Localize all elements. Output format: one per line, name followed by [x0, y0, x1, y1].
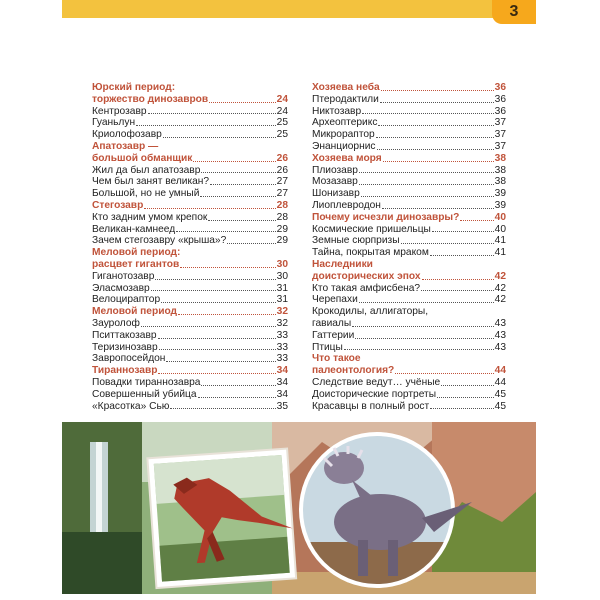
toc-page-number: 45 [494, 400, 506, 412]
toc-page-number: 40 [494, 211, 506, 223]
toc-entry[interactable] [312, 401, 506, 413]
toc-entry-title: палеонтология? [312, 365, 395, 377]
toc-page-number: 33 [276, 341, 288, 353]
toc-page-number: 36 [494, 105, 506, 117]
toc-leader-dots [208, 220, 275, 221]
toc-entry[interactable] [92, 342, 288, 354]
toc-entry-title: доисторических эпох [312, 270, 421, 282]
toc-leader-dots [193, 161, 275, 162]
toc-entry[interactable] [312, 306, 506, 318]
toc-entry[interactable] [92, 389, 288, 401]
toc-entry-title: Земные сюрпризы [312, 235, 400, 247]
toc-leader-dots [201, 172, 275, 173]
toc-page-number: 32 [276, 317, 288, 329]
toc-entry-title: Следствие ведут… учёные [312, 376, 441, 388]
toc-leader-dots [180, 267, 275, 268]
toc-leader-dots [352, 326, 493, 327]
toc-leader-dots [148, 113, 276, 114]
toc-entry[interactable] [92, 235, 288, 247]
toc-leader-dots [141, 326, 276, 327]
toc-entry-title: Зачем стегозавру «крыша»? [92, 235, 227, 247]
page-margin [0, 0, 62, 600]
toc-page-number: 34 [276, 365, 288, 377]
toc-page-number: 30 [276, 258, 288, 270]
toc-entry-title: Кто задним умом крепок [92, 211, 208, 223]
toc-page-number: 34 [276, 376, 288, 388]
toc-entry-title: Гиганотозавр [92, 270, 155, 282]
toc-entry-title: Мозазавр [312, 176, 358, 188]
toc-page-number: 27 [276, 188, 288, 200]
toc-entry-title: Крокодилы, аллигаторы, [312, 306, 429, 318]
toc-entry-title: Хозяева неба [312, 82, 380, 93]
toc-entry-title: торжество динозавров [92, 93, 209, 105]
toc-entry-title: Теризинозавр [92, 341, 158, 353]
toc-heading[interactable] [92, 200, 288, 212]
toc-leader-dots [151, 290, 276, 291]
toc-entry-title: Чем был занят великан? [92, 176, 210, 188]
toc-page-number: 43 [494, 329, 506, 341]
toc-page-number: 31 [276, 294, 288, 306]
toc-heading[interactable] [92, 153, 288, 165]
toc-heading[interactable] [312, 353, 506, 365]
toc-entry-title: Космические пришельцы [312, 223, 431, 235]
toc-heading[interactable] [312, 365, 506, 377]
toc-leader-dots [159, 349, 276, 350]
toc-leader-dots [422, 279, 494, 280]
toc-entry[interactable] [312, 342, 506, 354]
toc-entry-title: Археоптерикс [312, 117, 378, 129]
toc-entry-title: гавиалы [312, 317, 352, 329]
toc-entry[interactable] [92, 212, 288, 224]
toc-leader-dots [430, 255, 494, 256]
toc-entry[interactable] [312, 235, 506, 247]
toc-entry-title: Микрораптор [312, 129, 375, 141]
toc-page-number: 42 [494, 282, 506, 294]
toc-entry[interactable] [312, 129, 506, 141]
toc-leader-dots [210, 184, 276, 185]
toc-heading[interactable] [92, 247, 288, 259]
toc-leader-dots [359, 184, 494, 185]
toc-page-number: 34 [276, 388, 288, 400]
toc-page-number: 37 [494, 140, 506, 152]
toc-heading[interactable] [312, 271, 506, 283]
toc-entry-title: Велоцираптор [92, 294, 161, 306]
toc-entry[interactable] [312, 165, 506, 177]
toc-leader-dots [155, 279, 275, 280]
toc-right-column [312, 82, 506, 412]
toc-entry-title: Апатозавр — [92, 140, 159, 152]
toc-entry-title: Великан-камнеед [92, 223, 176, 235]
dinosaur-illustration-strip [62, 422, 536, 594]
toc-entry[interactable] [92, 176, 288, 188]
toc-entry-title: большой обманщик [92, 152, 193, 164]
toc-page-number: 36 [494, 93, 506, 105]
toc-entry-title: Пситтакозавр [92, 329, 157, 341]
toc-leader-dots [359, 172, 494, 173]
toc-page-number: 45 [494, 388, 506, 400]
toc-entry-title: Стегозавр [92, 199, 144, 211]
toc-page-number: 30 [276, 270, 288, 282]
toc-page-number: 25 [276, 117, 288, 129]
toc-leader-dots [209, 102, 275, 103]
toc-entry-title: Шонизавр [312, 188, 360, 200]
toc-entry[interactable] [312, 377, 506, 389]
toc-page-number: 29 [276, 223, 288, 235]
toc-entry-title: Доисторические портреты [312, 388, 437, 400]
toc-entry[interactable] [92, 129, 288, 141]
toc-leader-dots [421, 290, 494, 291]
toc-leader-dots [377, 149, 494, 150]
toc-left-column [92, 82, 288, 412]
toc-leader-dots [430, 408, 494, 409]
toc-entry-title: Почему исчезли динозавры? [312, 211, 460, 223]
toc-entry-title: «Красотка» Сью [92, 400, 170, 412]
toc-entry-title: Красавцы в полный рост [312, 400, 430, 412]
toc-leader-dots [176, 231, 276, 232]
toc-entry[interactable] [312, 318, 506, 330]
toc-page-number: 24 [276, 105, 288, 117]
toc-entry-title: Криолофозавр [92, 129, 162, 141]
toc-heading[interactable] [92, 259, 288, 271]
toc-entry-title: Гуаньлун [92, 117, 136, 129]
toc-page-number: 39 [494, 188, 506, 200]
toc-page-number: 44 [494, 376, 506, 388]
toc-entry[interactable] [92, 224, 288, 236]
toc-page-number: 43 [494, 317, 506, 329]
toc-entry[interactable] [92, 106, 288, 118]
toc-page-number: 38 [494, 176, 506, 188]
toc-leader-dots [158, 338, 276, 339]
toc-leader-dots [144, 208, 275, 209]
toc-entry-title: Плиозавр [312, 164, 358, 176]
toc-leader-dots [227, 243, 275, 244]
toc-entry[interactable] [312, 188, 506, 200]
toc-entry-title: Зауролоф [92, 317, 140, 329]
toc-entry[interactable] [312, 330, 506, 342]
toc-page-number: 29 [276, 235, 288, 247]
toc-entry-title: Птицы [312, 341, 343, 353]
toc-heading[interactable] [92, 141, 288, 153]
toc-heading[interactable] [312, 212, 506, 224]
illustration [62, 422, 536, 594]
toc-heading[interactable] [312, 153, 506, 165]
toc-leader-dots [437, 397, 494, 398]
toc-entry[interactable] [312, 94, 506, 106]
toc-entry-title: Птеродактили [312, 93, 379, 105]
toc-page-number: 37 [494, 117, 506, 129]
toc-leader-dots [198, 397, 276, 398]
toc-entry[interactable] [92, 294, 288, 306]
toc-leader-dots [362, 113, 494, 114]
toc-page-number: 35 [276, 400, 288, 412]
toc-leader-dots [401, 243, 494, 244]
toc-entry-title: Энанциорнис [312, 140, 376, 152]
page-number: 3 [492, 0, 536, 24]
toc-entry[interactable] [312, 141, 506, 153]
toc-entry[interactable] [92, 353, 288, 365]
toc-entry-title: Меловой период [92, 306, 178, 318]
toc-leader-dots [380, 102, 494, 103]
toc-page-number: 28 [276, 211, 288, 223]
toc-leader-dots [395, 373, 493, 374]
toc-heading[interactable] [92, 306, 288, 318]
toc-page-number: 36 [494, 82, 506, 93]
toc-entry[interactable] [312, 106, 506, 118]
toc-entry-title: Жил да был апатозавр [92, 164, 201, 176]
toc-entry[interactable] [92, 377, 288, 389]
toc-leader-dots [378, 125, 493, 126]
toc-leader-dots [376, 137, 494, 138]
toc-entry-title: Черепахи [312, 294, 358, 306]
toc-page-number: 38 [494, 152, 506, 164]
toc-entry-title: Большой, но не умный [92, 188, 200, 200]
toc-entry-title: Наследники [312, 258, 373, 270]
toc-page-number: 42 [494, 294, 506, 306]
toc-entry-title: Никтозавр [312, 105, 362, 117]
toc-heading[interactable] [312, 259, 506, 271]
toc-leader-dots [163, 137, 276, 138]
toc-entry-title: Повадки тираннозавра [92, 376, 201, 388]
toc-entry-title: Хозяева моря [312, 152, 382, 164]
toc-leader-dots [170, 408, 275, 409]
toc-leader-dots [201, 385, 275, 386]
toc-page-number: 41 [494, 235, 506, 247]
toc-leader-dots [344, 349, 494, 350]
toc-page-number: 40 [494, 223, 506, 235]
toc-heading[interactable] [92, 94, 288, 106]
toc-page-number: 38 [494, 164, 506, 176]
toc-page-number: 31 [276, 282, 288, 294]
toc-heading[interactable] [312, 82, 506, 94]
toc-leader-dots [200, 196, 275, 197]
toc-page-number: 28 [276, 199, 288, 211]
toc-page-number: 37 [494, 129, 506, 141]
toc-entry[interactable] [92, 117, 288, 129]
toc-entry-title: расцвет гигантов [92, 258, 180, 270]
toc-entry[interactable] [312, 247, 506, 259]
toc-entry[interactable] [312, 283, 506, 295]
toc-entry[interactable] [312, 294, 506, 306]
toc-leader-dots [158, 373, 275, 374]
toc-page-number: 39 [494, 199, 506, 211]
toc-leader-dots [432, 231, 494, 232]
toc-entry-title: Совершенный убийца [92, 388, 197, 400]
toc-page-number: 24 [276, 93, 288, 105]
toc-entry[interactable] [92, 330, 288, 342]
toc-entry[interactable] [92, 165, 288, 177]
toc-leader-dots [381, 90, 494, 91]
toc-entry-title: Эласмозавр [92, 282, 150, 294]
toc-leader-dots [361, 196, 494, 197]
toc-entry-title: Тираннозавр [92, 365, 158, 377]
toc-entry-title: Лиоплевродон [312, 199, 381, 211]
toc-page-number: 25 [276, 129, 288, 141]
toc-entry[interactable] [312, 117, 506, 129]
toc-page-number: 27 [276, 176, 288, 188]
toc-entry-title: Гаттерии [312, 329, 355, 341]
toc-entry-title: Кентрозавр [92, 105, 147, 117]
toc-leader-dots [178, 314, 276, 315]
toc-leader-dots [136, 125, 276, 126]
toc-leader-dots [166, 361, 275, 362]
toc-page-number: 42 [494, 270, 506, 282]
toc-entry-title: Меловой период: [92, 247, 181, 259]
toc-page-number: 26 [276, 164, 288, 176]
toc-page-number: 32 [276, 306, 288, 318]
toc-page-number: 43 [494, 341, 506, 353]
toc-page-number: 26 [276, 152, 288, 164]
toc-page-number: 33 [276, 353, 288, 365]
toc-page-number: 44 [494, 365, 506, 377]
toc-entry-title: Завропосейдон [92, 353, 166, 365]
header-band [62, 0, 536, 18]
toc-entry[interactable] [92, 401, 288, 413]
toc-entry[interactable] [312, 200, 506, 212]
toc-entry[interactable] [312, 389, 506, 401]
toc-page-number: 41 [494, 247, 506, 259]
toc-leader-dots [441, 385, 493, 386]
toc-entry[interactable] [312, 176, 506, 188]
toc-leader-dots [355, 338, 493, 339]
toc-heading[interactable] [92, 82, 288, 94]
toc-entry[interactable] [92, 283, 288, 295]
toc-leader-dots [161, 302, 276, 303]
toc-entry-title: Кто такая амфисбена? [312, 282, 421, 294]
toc-entry[interactable] [92, 271, 288, 283]
toc-entry-title: Тайна, покрытая мраком [312, 247, 429, 259]
toc-entry-title: Что такое [312, 353, 361, 365]
toc-leader-dots [460, 220, 493, 221]
toc-heading[interactable] [92, 365, 288, 377]
toc-leader-dots [382, 208, 494, 209]
toc-page-number: 33 [276, 329, 288, 341]
toc-entry[interactable] [312, 224, 506, 236]
toc-entry[interactable] [92, 188, 288, 200]
toc-leader-dots [383, 161, 494, 162]
toc-entry[interactable] [92, 318, 288, 330]
toc-leader-dots [359, 302, 494, 303]
toc-entry-title: Юрский период: [92, 82, 176, 93]
